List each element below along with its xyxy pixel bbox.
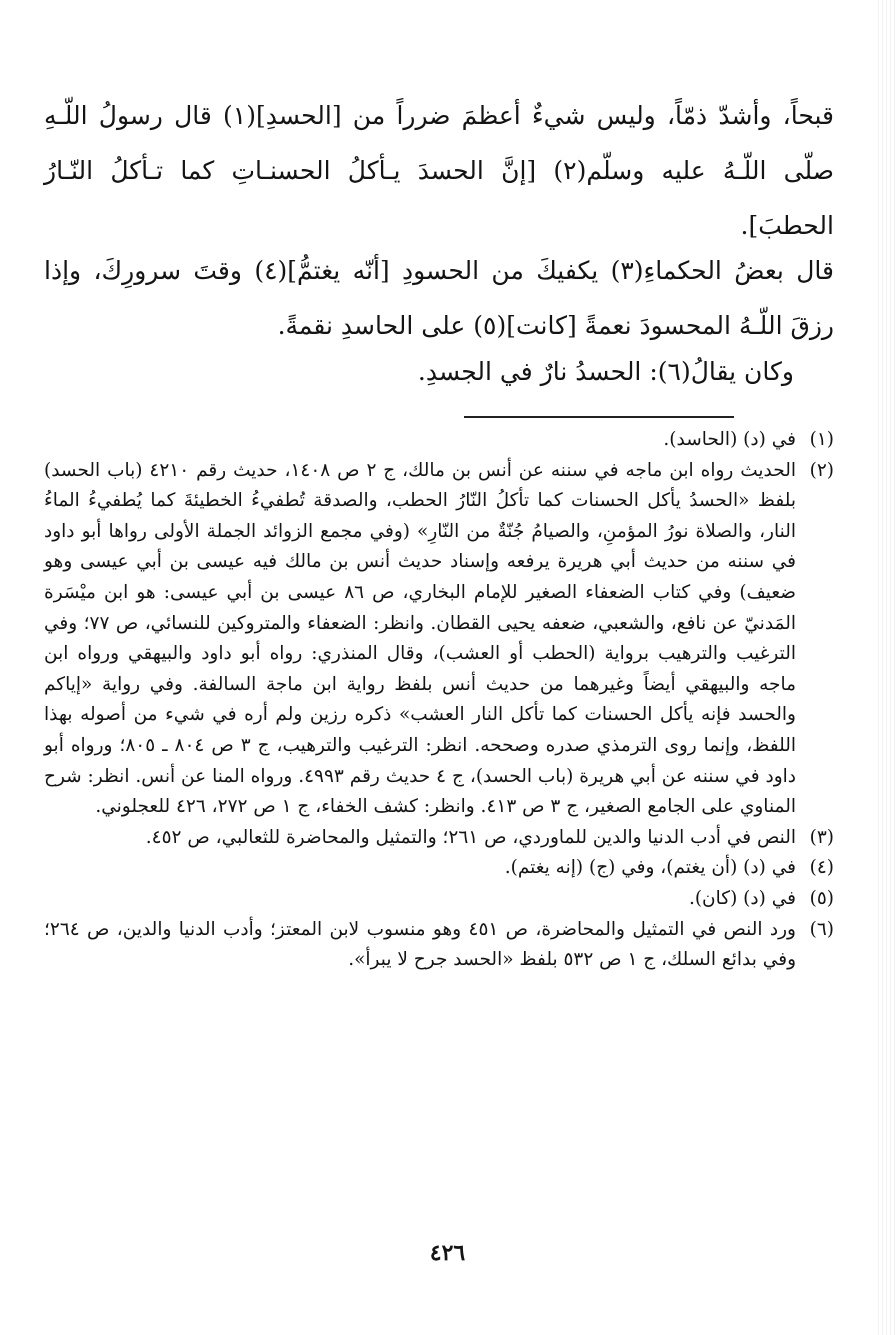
footnote-text: ورد النص في التمثيل والمحاضرة، ص ٤٥١ وهو منسوب لابن المعتز؛ وأدب الدنيا والدين، ص ٢٦٤؛ وفي بدائع السلك، ج ١ ص ٥٣٢ بلفظ «الحسد جرح لا يبرأ». [44, 918, 796, 971]
footnote-text: النص في أدب الدنيا والدين للماوردي، ص ٢٦١؛ والتمثيل والمحاضرة للثعالبي، ص ٤٥٢. [145, 826, 796, 848]
footnote-1 [44, 425, 834, 456]
footnote-text: الحديث رواه ابن ماجه في سننه عن أنس بن مالك، ج ٢ ص ١٤٠٨، حديث رقم ٤٢١٠ (باب الحسد) بلفظ «الحسدُ يأكل الحسنات كما تأكلُ النّارُ الحطب، والصدقة تُطفيءُ الخطيئةَ كما يُطفيءُ الماءُ النار، والصلاة نورُ المؤمنِ، والصيامُ جُنّةٌ من النّارِ» (وفي مجمع الزوائد الجملة الأولى رواها أبو داود في سننه من حديث أبي هريرة يرفعه وإسناد حديث أنس بن مالك فيه عيسى بن أبي عيسى وهو ضعيف) وفي كتاب الضعفاء الصغير للإمام البخاري، ص ٨٦ عيسى بن أبي عيسى: هو ابن ميْسَرة المَدنيّ عن نافع، والشعبي، ضعفه يحيى القطان. وانظر: الضعفاء والمتروكين للنسائي، ص ٧٧؛ وفي الترغيب والترهيب برواية (الحطب أو العشب)، وقال المنذري: رواه أبو داود والبيهقي ورواه ابن ماجه والبيهقي أيضاً وغيرهما من حديث أنس بلفظ رواية ابن ماجة السالفة. وفي رواية «إياكم والحسد فإنه يأكل الحسنات كما تأكل النار العشب» ذكره رزين ولم أره في شيء من أصوله بهذا اللفظ، وإنما روى الترمذي صدره وصححه. انظر: الترغيب والترهيب، ج ٣ ص ٨٠٤ ـ ٨٠٥؛ ورواه أبو داود في سننه عن أبي هريرة (باب الحسد)، ج ٤ حديث رقم ٤٩٩٣. ورواه المنا عن أنس. انظر: شرح المناوي على الجامع الصغير، ج ٣ ص ٤١٣. وانظر: كشف الخفاء، ج ١ ص ٢٧٢، ٤٢٦ للعجلوني. [44, 459, 797, 818]
main-paragraph-3 [44, 352, 834, 392]
main-paragraph-3-text: وكان يقالُ(٦): الحسدُ نارٌ في الجسدِ. [417, 357, 794, 386]
footnote-2 [44, 456, 834, 823]
footnote-3 [44, 823, 834, 854]
footnote-number: (٣) [809, 826, 834, 848]
footnote-text: في (د) (أن يغتم)، وفي (ج) (إنه يغتم). [504, 857, 796, 879]
main-paragraph-1: قبحاً، وأشدّ ذمّاً، وليس شيءٌ أعظمَ ضرراً من [الحسدِ](١) قال رسولُ اللّـهِ صلّى اللّـهُ عليه وسلّم(٢) [إنَّ الحسدَ يـأكلُ الحسنـاتِ كما تـأكلُ النّـارُ الحطبَ]. [44, 101, 835, 240]
page-edge-shadow [875, 0, 895, 1335]
footnote-number: (٢) [809, 459, 834, 481]
footnote-separator [464, 416, 734, 418]
footnotes [44, 425, 834, 976]
footnote-number: (٥) [809, 887, 834, 909]
footnote-text: في (د) (الحاسد). [663, 429, 796, 450]
footnote-5 [44, 884, 834, 915]
footnote-number: (١) [809, 429, 834, 450]
footnote-6 [44, 915, 834, 976]
footnote-number: (٤) [809, 857, 834, 879]
footnote-4 [44, 853, 834, 884]
main-paragraph-2: قال بعضُ الحكماءِ(٣) يكفيكَ من الحسودِ [أنّه يغتمُّ](٤) وقتَ سرورِكَ، وإذا رزقَ اللّـهُ المحسودَ نعمةً [كانت](٥) على الحاسدِ نقمةً. [44, 256, 834, 340]
footnote-text: في (د) (كان). [688, 887, 796, 909]
page-number: ٤٢٦ [429, 1240, 466, 1266]
footnote-number: (٦) [809, 918, 834, 940]
